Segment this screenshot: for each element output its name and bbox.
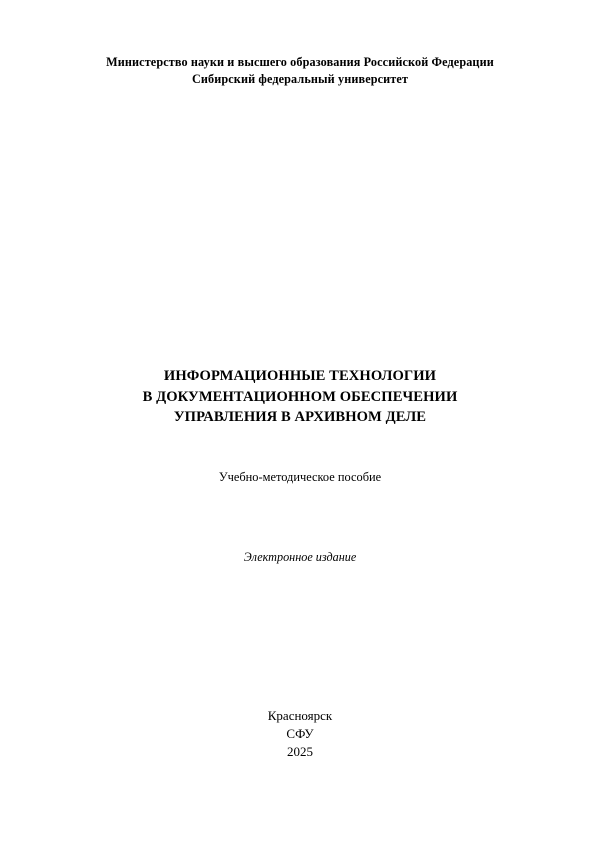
imprint-block [0,707,600,762]
imprint-publisher: СФУ [286,726,314,742]
imprint-city: Красноярск [267,708,333,723]
edition-text: Электронное издание [243,550,357,564]
subtitle-block [0,470,600,485]
title-line-3: УПРАВЛЕНИЯ В АРХИВНОМ ДЕЛЕ [173,409,427,426]
title-line-2: В ДОКУМЕНТАЦИОННОМ ОБЕСПЕЧЕНИИ [142,388,458,405]
title-line-1: ИНФОРМАЦИОННЫЕ ТЕХНОЛОГИИ [163,368,437,384]
university-line: Сибирский федеральный университет [191,71,409,86]
imprint-year: 2025 [287,744,313,760]
edition-block [0,550,600,565]
subtitle-text: Учебно-методическое пособие [218,470,382,484]
publisher-block [0,54,600,88]
page-title [0,366,600,428]
ministry-line: Министерство науки и высшего образования Российской Федерации [106,55,494,69]
